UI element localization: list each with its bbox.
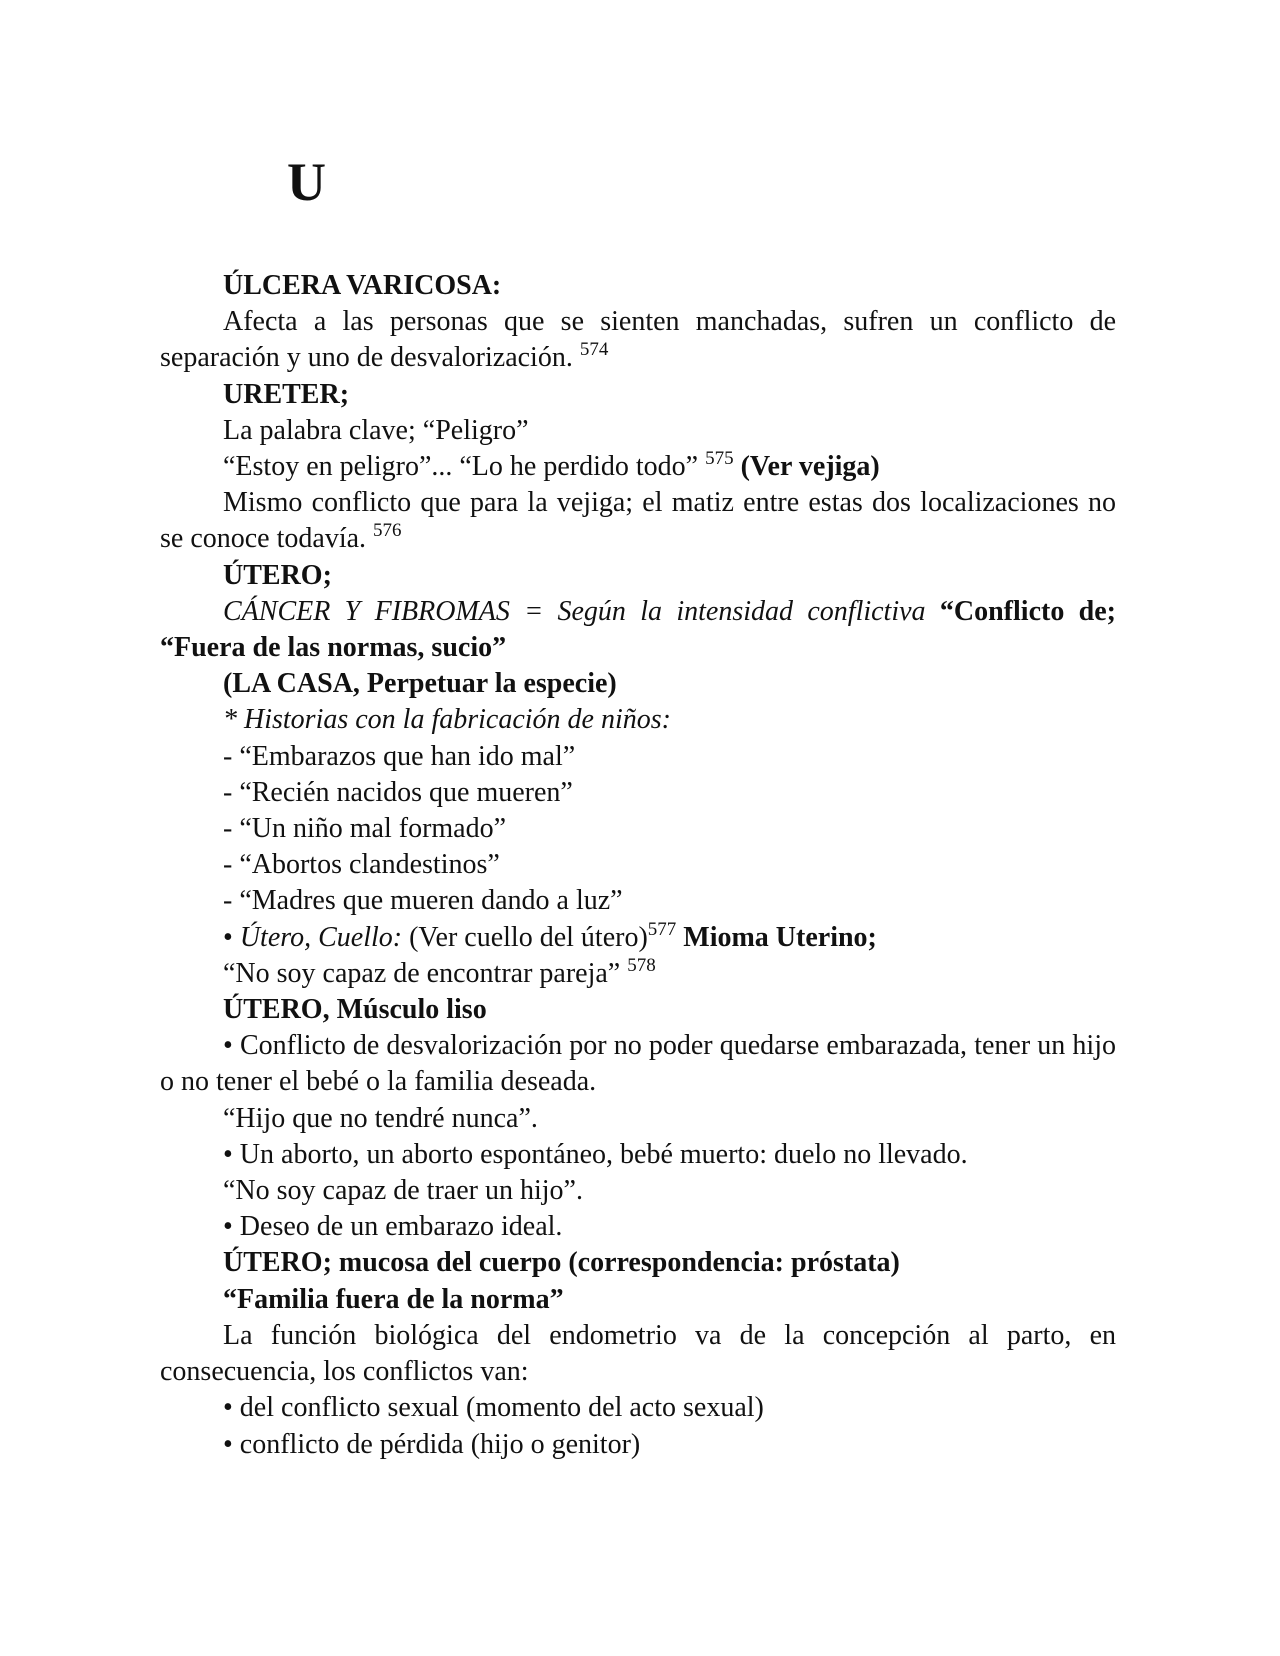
list-item: - “Abortos clandestinos” — [223, 849, 500, 881]
ureter-heading: URETER; — [223, 378, 350, 410]
musculo-quote: “Hijo que no tendré nunca”. — [223, 1102, 538, 1134]
ureter-keyword: La palabra clave; “Peligro” — [223, 414, 529, 446]
list-item: - “Madres que mueren dando a luz” — [223, 885, 623, 917]
footnote-ref: 574 — [579, 339, 609, 361]
mucosa-subheading: “Familia fuera de la norma” — [223, 1283, 564, 1315]
utero-cancer-paragraph: CÁNCER Y FIBROMAS = Según la intensidad conflictiva “Conflicto de; “Fuera de las normas, sucio” — [160, 595, 1116, 664]
musculo-bullet: • Deseo de un embarazo ideal. — [223, 1211, 563, 1243]
musculo-bullet: • Conflicto de desvalorización por no poder quedarse embarazada, tener un hijo o no tener el bebé o la familia deseada. — [160, 1030, 1116, 1098]
ulcera-heading: ÚLCERA VARICOSA: — [223, 270, 502, 301]
ureter-quote: “Estoy en peligro”... “Lo he perdido todo” $^{575}$ (Ver vejiga) — [223, 448, 880, 483]
mucosa-heading: ÚTERO; mucosa del cuerpo (correspondencia: próstata) — [223, 1247, 900, 1279]
footnote-ref: 576 — [373, 520, 402, 542]
musculo-quote: “No soy capaz de traer un hijo”. — [223, 1175, 583, 1207]
section-letter: U — [287, 152, 326, 212]
utero-cuello-line: • Útero, Cuello: (Ver cuello del útero)$^{577}$ Mioma Uterino; — [223, 918, 877, 953]
list-item: - “Embarazos que han ido mal” — [223, 740, 576, 772]
ulcera-paragraph: Afecta a las personas que se sienten manchadas, sufren un conflicto de separación y uno de desvalorización. $^{574}$ — [160, 306, 1116, 374]
document-body — [160, 268, 1116, 1463]
mucosa-bullet: • conflicto de pérdida (hijo o genitor) — [223, 1428, 641, 1460]
mucosa-bullet: • del conflicto sexual (momento del acto sexual) — [223, 1392, 764, 1424]
footnote-ref: 578 — [627, 954, 656, 976]
mucosa-paragraph: La función biológica del endometrio va de la concepción al parto, en consecuencia, los conflictos van: — [160, 1319, 1116, 1388]
mioma-quote: “No soy capaz de encontrar pareja” $^{578}$ — [223, 954, 656, 989]
footnote-ref: 577 — [647, 918, 677, 940]
utero-historias: * Historias con la fabricación de niños: — [223, 704, 671, 736]
list-item: - “Un niño mal formado” — [223, 813, 507, 845]
list-item: - “Recién nacidos que mueren” — [223, 776, 573, 808]
mioma-heading: Mioma Uterino; — [683, 921, 877, 953]
utero-casa: (LA CASA, Perpetuar la especie) — [223, 668, 617, 700]
musculo-bullet: • Un aborto, un aborto espontáneo, bebé muerto: duelo no llevado. — [223, 1138, 968, 1170]
musculo-heading: ÚTERO, Músculo liso — [223, 994, 487, 1026]
see-also: (Ver vejiga) — [740, 451, 880, 483]
utero-heading: ÚTERO; — [223, 559, 332, 591]
ureter-paragraph: Mismo conflicto que para la vejiga; el matiz entre estas dos localizaciones no se conoce todavía. $^{576}$ — [160, 487, 1116, 555]
footnote-ref: 575 — [705, 448, 734, 470]
